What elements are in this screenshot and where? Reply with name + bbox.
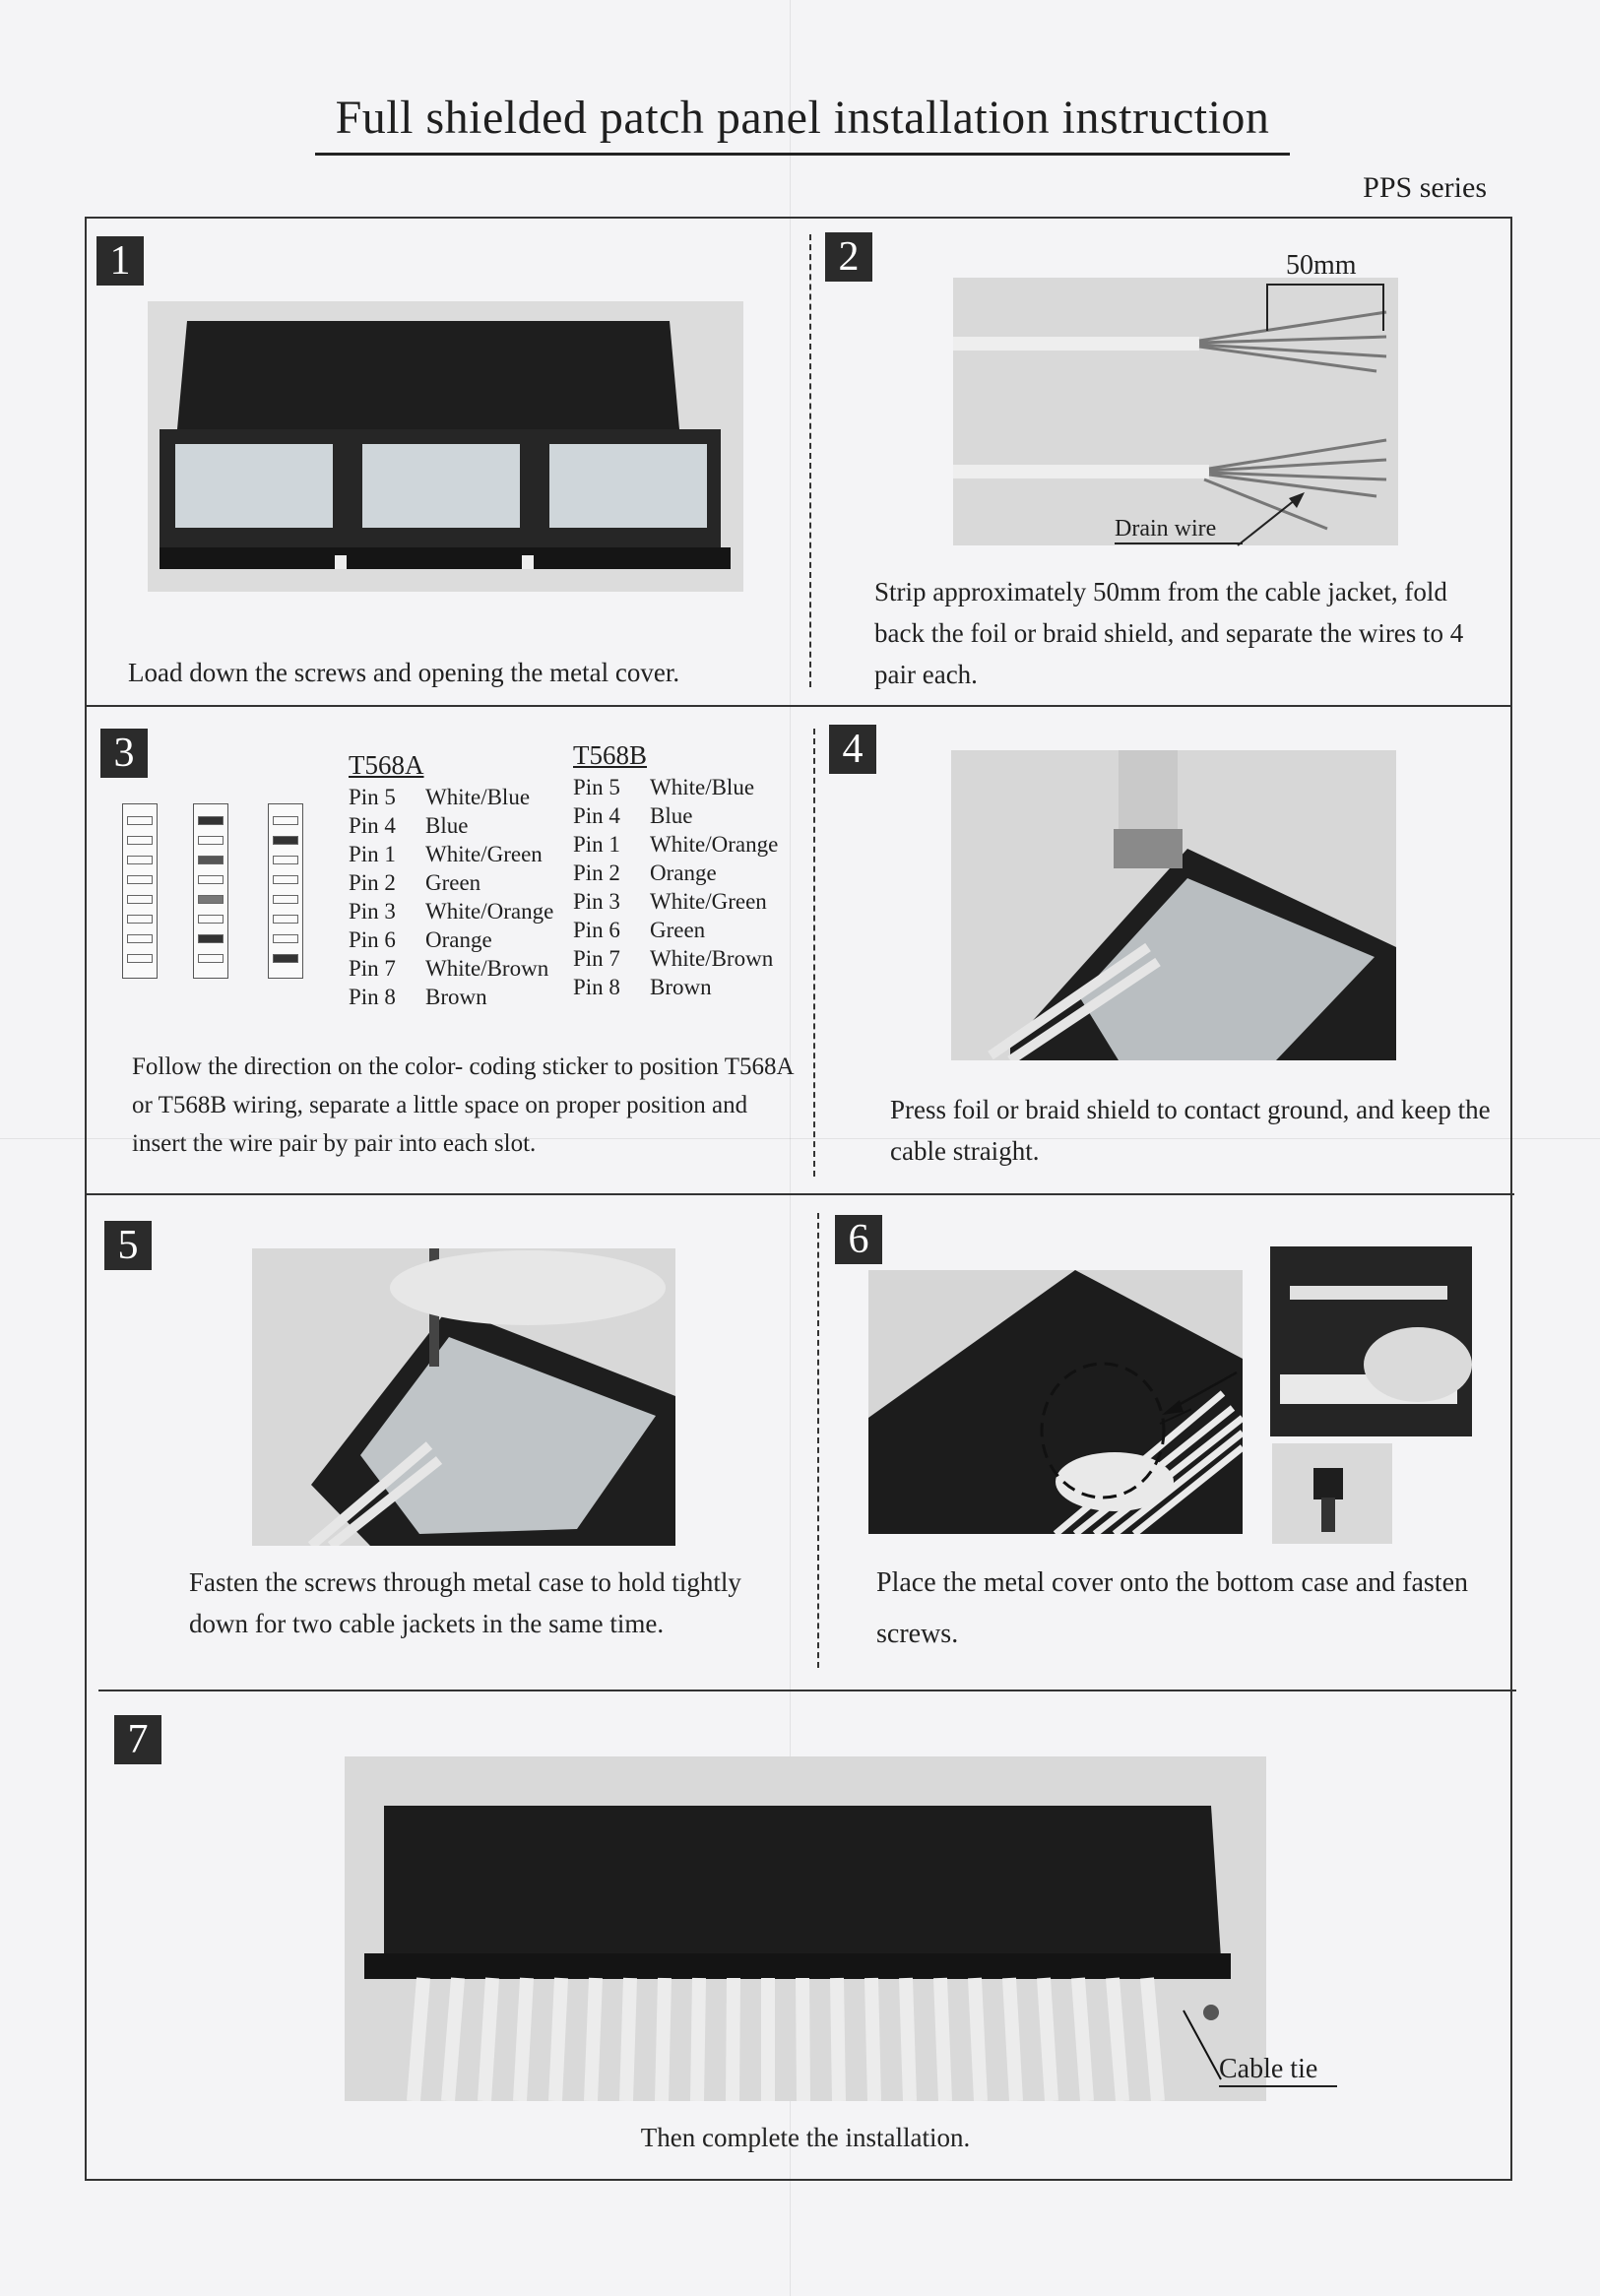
wire-color: White/Blue — [425, 785, 531, 809]
column-divider-3 — [817, 1213, 819, 1668]
length-label: 50mm — [1286, 250, 1357, 281]
screw-detail-photo — [1272, 1443, 1392, 1544]
pin-row — [573, 944, 778, 973]
drain-wire-label: Drain wire — [1115, 516, 1243, 544]
step-caption: Follow the direction on the color- coding sticker to position T568A or T568B wiring, separate a little space on proper position and insert the wire pair by pair into each slot. — [132, 1053, 794, 1157]
step-number: 5 — [104, 1221, 152, 1270]
step-number: 6 — [835, 1215, 882, 1264]
sticker-2 — [193, 803, 228, 979]
pin-number: Pin 8 — [349, 985, 396, 1009]
wire-color: White/Orange — [425, 899, 554, 924]
patch-panel-open-photo — [148, 301, 743, 592]
pin-row — [573, 830, 778, 859]
pin-number: Pin 7 — [573, 946, 620, 971]
column-divider-2 — [813, 729, 815, 1177]
pin-number: Pin 5 — [573, 775, 620, 799]
cable-tie-label: Cable tie — [1219, 2054, 1337, 2087]
pin-row — [573, 916, 778, 944]
wire-color: Blue — [650, 803, 693, 828]
wire-color: Orange — [425, 927, 492, 952]
pin-row — [573, 973, 778, 1001]
wire-color: Brown — [425, 985, 487, 1009]
pin-number: Pin 1 — [573, 832, 620, 857]
callout-arrow — [1160, 1371, 1239, 1420]
wire-color: White/Green — [650, 889, 767, 914]
pin-number: Pin 3 — [349, 899, 396, 924]
pin-number: Pin 2 — [573, 861, 620, 885]
pin-number: Pin 4 — [349, 813, 396, 838]
series-label: PPS series — [1363, 171, 1487, 204]
pin-row — [573, 801, 778, 830]
wire-color: White/Orange — [650, 832, 779, 857]
wire-color: Brown — [650, 975, 712, 999]
pin-row — [349, 840, 553, 868]
t568a-title: T568A — [349, 750, 424, 780]
row-divider-2 — [87, 1193, 1514, 1195]
drain-wire-arrow — [1236, 486, 1314, 550]
wire-color: Blue — [425, 813, 469, 838]
pin-number: Pin 8 — [573, 975, 620, 999]
fasten-screws-photo — [252, 1248, 675, 1546]
row-divider-3 — [98, 1690, 1516, 1691]
t568a-pin-list — [349, 783, 553, 1011]
cable-detail-photo — [1270, 1246, 1472, 1436]
row-divider-1 — [85, 705, 1512, 707]
wire-color: White/Brown — [425, 956, 549, 981]
pin-row — [349, 868, 553, 897]
column-divider-1 — [809, 234, 811, 687]
pin-row — [573, 859, 778, 887]
pin-row — [573, 887, 778, 916]
step-number: 1 — [96, 236, 144, 286]
wire-color: White/Blue — [650, 775, 755, 799]
step-caption: Then complete the installation. — [640, 2123, 971, 2152]
pin-number: Pin 6 — [349, 927, 396, 952]
pin-number: Pin 6 — [573, 918, 620, 942]
pin-row — [349, 925, 553, 954]
sticker-1 — [122, 803, 158, 979]
pin-row — [349, 783, 553, 811]
pin-number: Pin 5 — [349, 785, 396, 809]
length-bracket — [1266, 284, 1384, 331]
step-number: 7 — [114, 1715, 161, 1764]
pin-row — [349, 811, 553, 840]
pin-row — [573, 773, 778, 801]
pin-number: Pin 1 — [349, 842, 396, 866]
step-number: 3 — [100, 729, 148, 778]
t568b-pin-list — [573, 773, 778, 1001]
step-caption: Place the metal cover onto the bottom case and fasten screws. — [876, 1567, 1469, 1649]
completed-installation-photo — [345, 1756, 1266, 2101]
wire-color: Green — [425, 870, 481, 895]
wire-color: Orange — [650, 861, 717, 885]
wire-color: White/Green — [425, 842, 543, 866]
pin-row — [349, 954, 553, 983]
step-caption: Strip approximately 50mm from the cable jacket, fold back the foil or braid shield, and separate the wires to 4 pair each. — [874, 577, 1464, 689]
pin-number: Pin 3 — [573, 889, 620, 914]
pin-number: Pin 4 — [573, 803, 620, 828]
pin-number: Pin 2 — [349, 870, 396, 895]
step-number: 2 — [825, 232, 872, 282]
wire-color: Green — [650, 918, 706, 942]
sticker-3 — [268, 803, 303, 979]
step-caption: Fasten the screws through metal case to hold tightly down for two cable jackets in the same time. — [189, 1567, 741, 1638]
page-title: Full shielded patch panel installation instruction — [315, 91, 1290, 156]
shield-contact-photo — [951, 750, 1396, 1060]
pin-row — [349, 897, 553, 925]
step-caption: Load down the screws and opening the metal cover. — [128, 658, 680, 687]
step-number: 4 — [829, 725, 876, 774]
pin-row — [349, 983, 553, 1011]
wire-color: White/Brown — [650, 946, 774, 971]
step-caption: Press foil or braid shield to contact ground, and keep the cable straight. — [890, 1095, 1491, 1166]
pin-number: Pin 7 — [349, 956, 396, 981]
t568b-title: T568B — [573, 740, 648, 770]
